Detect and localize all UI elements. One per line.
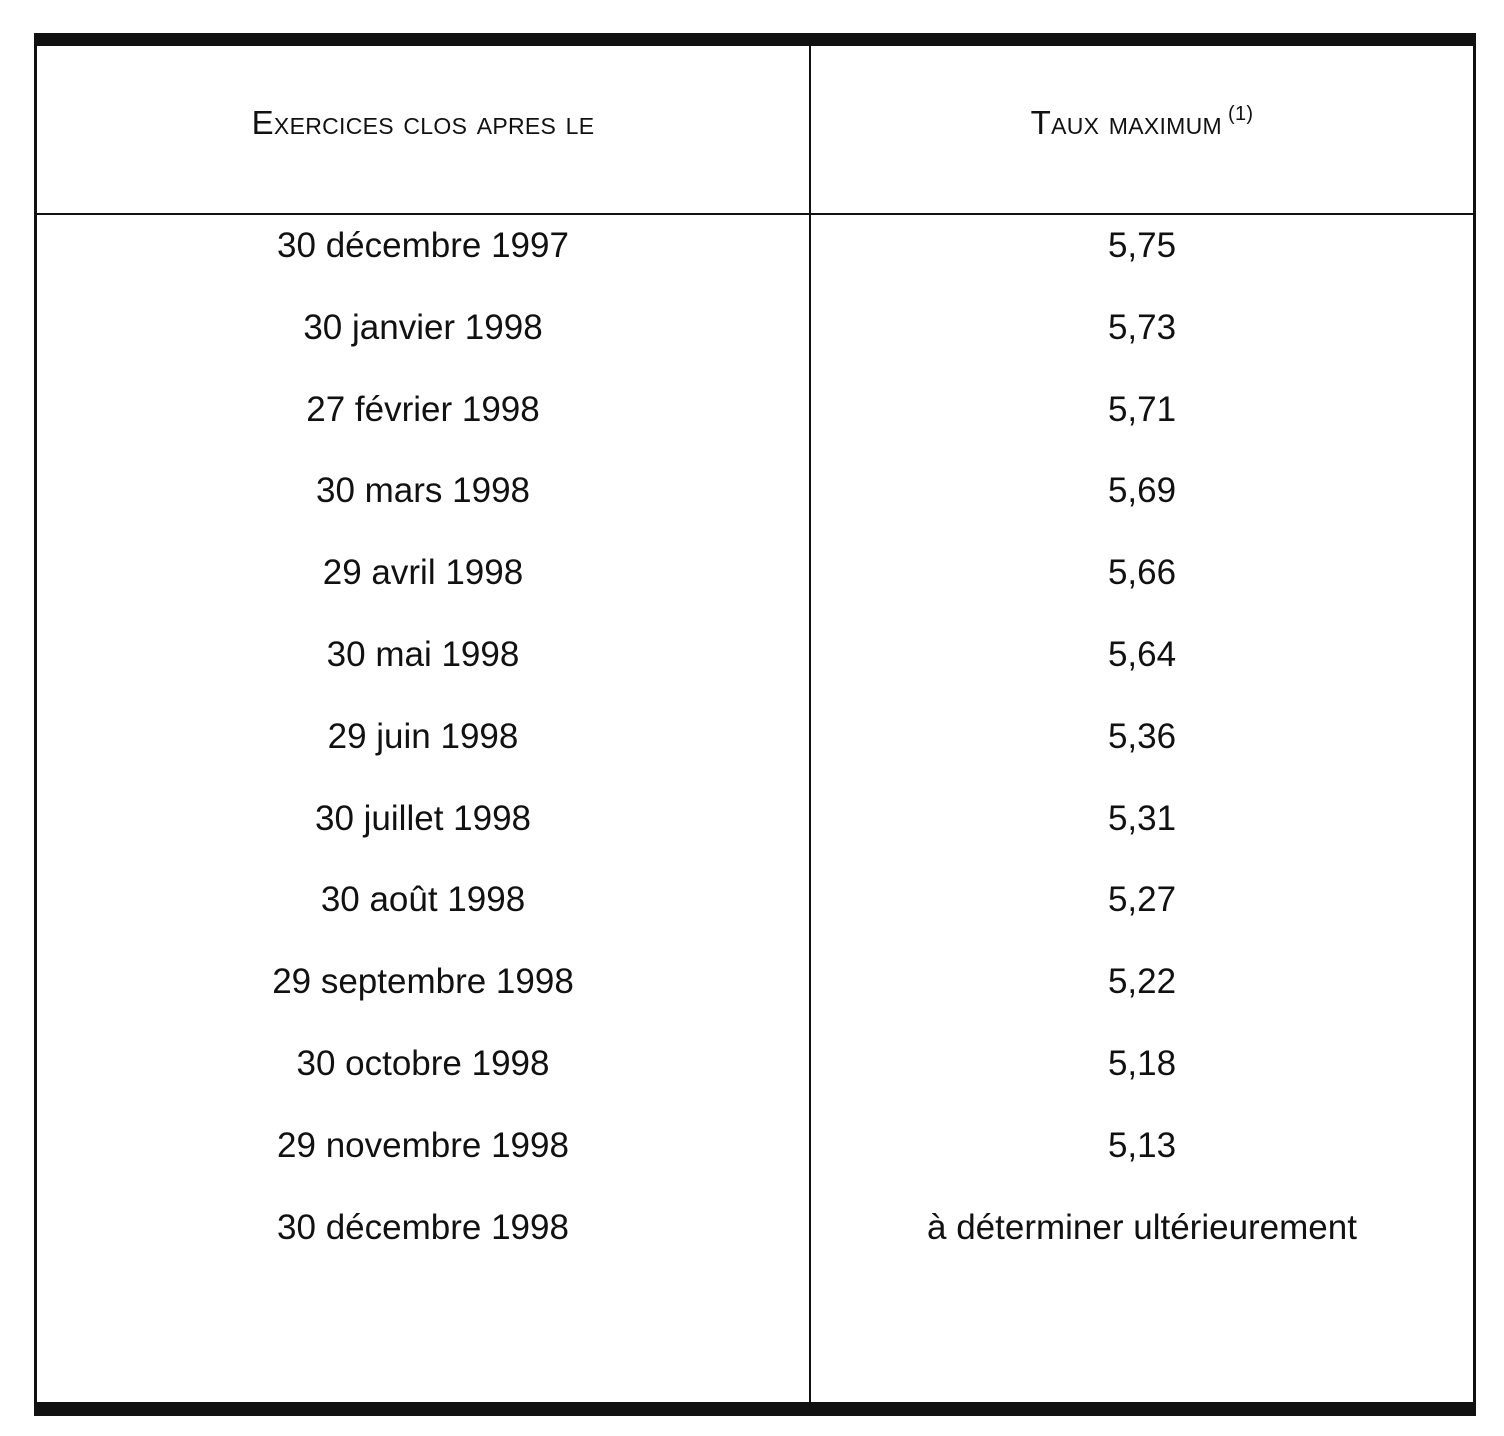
date-cell: 30 janvier 1998 xyxy=(303,307,543,347)
rate-cell: 5,73 xyxy=(1107,307,1177,347)
rate-cell: 5,36 xyxy=(1107,716,1177,756)
table-row xyxy=(37,469,1473,551)
table-row xyxy=(37,715,1473,797)
table-row xyxy=(37,1124,1473,1206)
footnote-marker: (1) xyxy=(1228,103,1254,125)
table-row xyxy=(37,1206,1473,1288)
date-cell: 30 juillet 1998 xyxy=(315,798,531,838)
table-row xyxy=(37,551,1473,633)
header-taux-wrap xyxy=(1031,103,1254,142)
table-row xyxy=(37,306,1473,388)
rate-cell: 5,64 xyxy=(1107,634,1177,674)
rates-table xyxy=(34,33,1476,1416)
date-cell: 27 février 1998 xyxy=(306,389,540,429)
rate-cell: 5,31 xyxy=(1107,798,1177,838)
rate-cell: 5,22 xyxy=(1107,962,1177,1002)
table-row xyxy=(37,224,1473,306)
date-cell: 29 septembre 1998 xyxy=(272,962,574,1002)
date-cell: 30 décembre 1998 xyxy=(277,1207,569,1247)
header-taux-label: Taux maximum xyxy=(1030,104,1223,141)
header-exercices xyxy=(37,46,809,213)
table-row xyxy=(37,960,1473,1042)
date-cell: 29 juin 1998 xyxy=(327,716,519,756)
table-row xyxy=(37,1042,1473,1124)
rate-cell: 5,13 xyxy=(1107,1125,1177,1165)
rate-cell: 5,71 xyxy=(1107,389,1177,429)
date-cell: 30 mars 1998 xyxy=(315,471,531,511)
date-cell: 30 mai 1998 xyxy=(326,634,520,674)
rate-cell: 5,66 xyxy=(1107,553,1177,593)
table-row xyxy=(37,633,1473,715)
header-exercices-label: Exercices clos apres le xyxy=(251,103,595,141)
date-cell: 29 novembre 1998 xyxy=(277,1125,569,1165)
rate-cell: 5,69 xyxy=(1107,471,1177,511)
date-cell: 30 octobre 1998 xyxy=(296,1043,550,1083)
rate-cell: 5,18 xyxy=(1107,1043,1177,1083)
table-row xyxy=(37,388,1473,470)
rate-cell: à déterminer ultérieurement xyxy=(927,1207,1357,1247)
rate-cell: 5,75 xyxy=(1107,226,1177,265)
table-header xyxy=(37,46,1473,213)
date-cell: 29 avril 1998 xyxy=(322,553,524,593)
rate-cell: 5,27 xyxy=(1107,880,1177,920)
table-row xyxy=(37,797,1473,879)
header-taux xyxy=(811,46,1473,213)
table-body xyxy=(37,224,1473,1287)
header-rule xyxy=(37,213,1473,215)
date-cell: 30 décembre 1997 xyxy=(277,226,569,265)
table-row xyxy=(37,878,1473,960)
date-cell: 30 août 1998 xyxy=(320,880,526,920)
